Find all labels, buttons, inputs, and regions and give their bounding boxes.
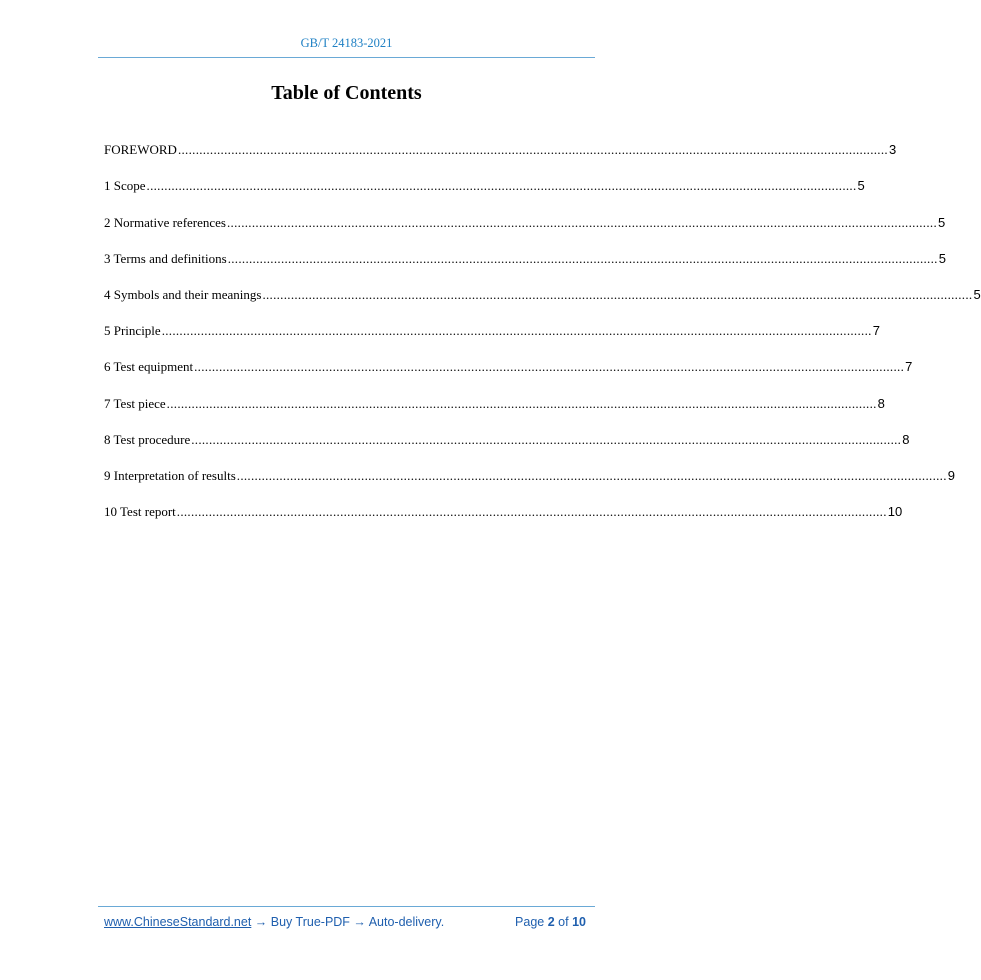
toc-entry-label: 7 Test piece xyxy=(104,395,166,411)
toc-entry-page: 3 xyxy=(888,142,897,158)
toc-entry[interactable] xyxy=(104,428,910,464)
toc-entry-page: 5 xyxy=(857,178,865,194)
footer-promo-text: → Buy True-PDF → Auto-delivery. xyxy=(251,915,445,929)
toc-entry-label: 5 Principle xyxy=(104,323,161,339)
toc-entry-label: 4 Symbols and their meanings xyxy=(104,286,262,302)
toc-entry-label: 3 Terms and definitions xyxy=(104,250,227,266)
toc-dot-leader: ........................................................................................................................................................................................................ xyxy=(191,431,902,447)
header-divider xyxy=(98,57,595,58)
toc-entry[interactable] xyxy=(104,500,903,536)
toc-entry-label: FOREWORD xyxy=(104,142,177,158)
footer-page-total: 10 xyxy=(572,915,586,929)
toc-entry[interactable] xyxy=(104,355,913,391)
toc-entry-page: 5 xyxy=(938,214,946,230)
toc-dot-leader: ........................................................................................................................................................................................................ xyxy=(227,214,937,230)
toc-entry-page: 9 xyxy=(947,467,955,483)
running-header: GB/T 24183-2021 xyxy=(300,36,393,50)
toc-entry-page: 7 xyxy=(905,359,913,375)
footer-page-word: Page xyxy=(515,915,545,929)
table-of-contents xyxy=(104,138,981,536)
toc-entry-label: 1 Scope xyxy=(104,178,146,194)
toc-entry[interactable] xyxy=(104,138,897,174)
toc-entry-label: 8 Test procedure xyxy=(104,431,191,447)
toc-dot-leader: ........................................................................................................................................................................................................ xyxy=(236,467,947,483)
footer-promo xyxy=(104,915,444,929)
toc-entry[interactable] xyxy=(104,174,865,210)
toc-entry-page: 10 xyxy=(887,504,903,520)
toc-dot-leader: ........................................................................................................................................................................................................ xyxy=(146,178,857,194)
footer-page-of: of xyxy=(558,915,569,929)
footer-divider xyxy=(98,906,595,907)
toc-entry-label: 9 Interpretation of results xyxy=(104,467,236,483)
footer-page-current: 2 xyxy=(547,915,555,929)
toc-entry[interactable] xyxy=(104,283,981,319)
footer-website-link[interactable]: www.ChineseStandard.net xyxy=(104,915,252,929)
toc-entry-page: 8 xyxy=(877,395,885,411)
toc-entry-page: 7 xyxy=(872,323,880,339)
toc-dot-leader: ........................................................................................................................................................................................................ xyxy=(227,250,938,266)
page-title: Table of Contents xyxy=(271,82,422,104)
toc-dot-leader: ........................................................................................................................................................................................................ xyxy=(194,359,905,375)
toc-entry-label: 6 Test equipment xyxy=(104,359,194,375)
page-footer xyxy=(104,915,586,929)
toc-entry-label: 10 Test report xyxy=(104,504,176,520)
toc-entry-page: 5 xyxy=(973,286,981,302)
toc-entry[interactable] xyxy=(104,464,955,500)
toc-dot-leader: ........................................................................................................................................................................................................ xyxy=(166,395,877,411)
toc-entry[interactable] xyxy=(104,247,946,283)
toc-dot-leader: ........................................................................................................................................................................................................ xyxy=(177,142,888,158)
toc-dot-leader: ........................................................................................................................................................................................................ xyxy=(262,286,973,302)
toc-entry[interactable] xyxy=(104,391,885,427)
toc-entry[interactable] xyxy=(104,210,946,246)
toc-dot-leader: ........................................................................................................................................................................................................ xyxy=(176,504,887,520)
toc-entry-page: 8 xyxy=(902,431,910,447)
toc-dot-leader: ........................................................................................................................................................................................................ xyxy=(161,323,872,339)
toc-entry-label: 2 Normative references xyxy=(104,214,226,230)
toc-entry-page: 5 xyxy=(938,250,946,266)
toc-entry[interactable] xyxy=(104,319,880,355)
footer-page-counter xyxy=(515,915,586,929)
